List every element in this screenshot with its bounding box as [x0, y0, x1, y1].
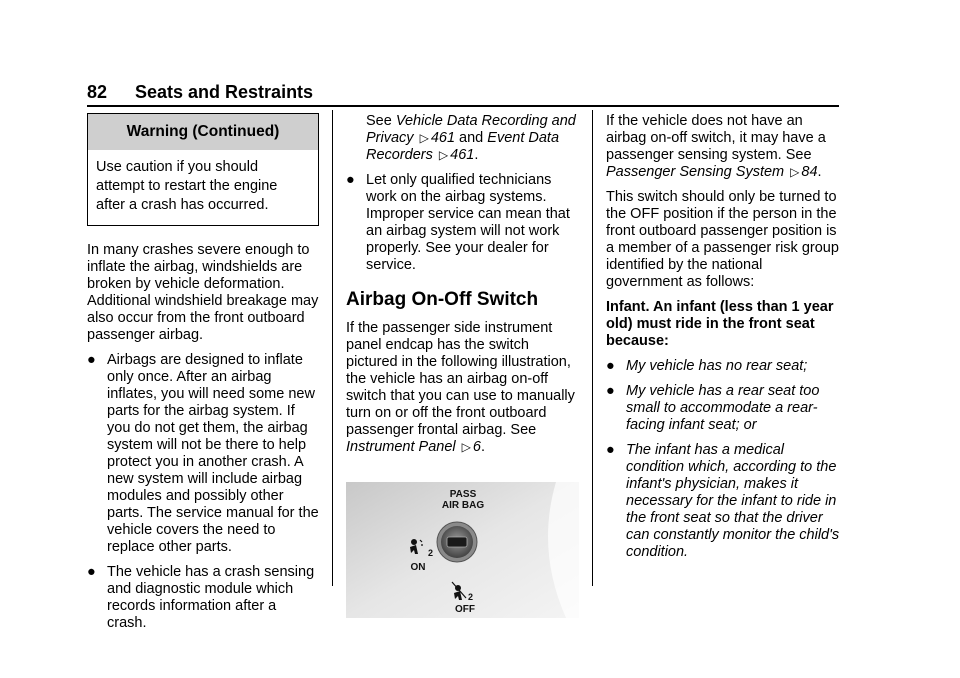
page-ref-461: 461 — [450, 147, 475, 163]
list-item: ● Let only qualified technicians work on the airbag systems. Improper service can mean that an airbag system will not work properly. See your dealer for service. — [346, 172, 570, 273]
page-reference-arrow-icon: ▷ — [438, 148, 449, 162]
column-divider-1 — [332, 110, 333, 586]
list-item: ● The infant has a medical condition which, according to the infant's physician, makes it necessary for the infant to ride in the front seat so that the driver can constantly monitor the child's condition. — [606, 442, 840, 560]
warning-title: Warning (Continued) — [88, 114, 318, 150]
list-item: ● The vehicle has a crash sensing and diagnostic module which records information after a crash. — [87, 564, 315, 631]
column-divider-2 — [592, 110, 593, 586]
svg-text:2: 2 — [468, 592, 474, 602]
link-instrument-panel[interactable]: Instrument Panel — [346, 439, 456, 455]
page-reference-arrow-icon: ▷ — [461, 440, 471, 454]
col1-bullet-list — [87, 352, 319, 632]
warning-box — [87, 113, 319, 226]
list-item: ● Airbags are designed to inflate only once. After an airbag inflates, you will need some new parts for the airbag system. If you do not get them, the airbag system will not be there to help protect you in another crash. A new system will include airbag modules and possibly other parts. The service manual for the vehicle covers the need to replace other parts. — [87, 352, 319, 555]
svg-text:2: 2 — [428, 548, 434, 558]
infant-heading: Infant. An infant (less than 1 year old) must ride in the front seat because: — [606, 299, 834, 349]
column-1 — [87, 113, 319, 640]
col3-bullet-list — [606, 358, 840, 561]
bullet-icon: ● — [346, 172, 355, 188]
bullet-icon: ● — [87, 352, 96, 368]
key-slot — [447, 537, 467, 547]
switch-paragraph: If the passenger side instrument panel endcap has the switch pictured in the following illustration, the vehicle has an airbag on-off switch that you can use to manually turn on or off the front outboard passenger frontal airbag. See Instrument Panel ▷ 6. — [346, 320, 575, 455]
section-title: Seats and Restraints — [135, 82, 314, 102]
warning-text: Use caution if you should attempt to restart the engine after a crash has occurred. — [96, 159, 278, 213]
page-reference-arrow-icon: ▷ — [790, 165, 800, 179]
illus-label-pass: PASS — [449, 489, 477, 500]
illus-label-off: OFF — [455, 604, 475, 615]
bullet-icon: ● — [606, 383, 615, 399]
link-event-data-recorders[interactable]: Event Data Recorders — [366, 130, 560, 163]
list-item: ● My vehicle has no rear seat; — [606, 358, 808, 374]
header-rule — [87, 105, 839, 107]
col2-bullet-list — [346, 172, 580, 274]
page-ref-6: 6 — [472, 439, 481, 455]
airbag-switch-illustration — [346, 482, 579, 618]
link-vehicle-data-recording[interactable]: Vehicle Data Recording and Privacy — [366, 113, 576, 146]
page-reference-arrow-icon: ▷ — [419, 131, 429, 145]
page-ref-461: 461 — [430, 130, 456, 146]
off-position-paragraph: This switch should only be turned to the OFF position if the person in the front outboard passenger position is a member of a passenger risk group identified by the national government as follows: — [606, 189, 839, 290]
section-heading: Airbag On-Off Switch — [346, 289, 539, 310]
page-ref-84: 84 — [801, 164, 818, 180]
page-number: 82 — [87, 82, 108, 102]
passenger-sensing-paragraph: If the vehicle does not have an airbag on-off switch, it may have a passenger sensing system. See Passenger Sensing System ▷ 84. — [606, 113, 826, 180]
link-passenger-sensing-system[interactable]: Passenger Sensing System — [606, 164, 785, 180]
list-item: ● My vehicle has a rear seat too small to accommodate a rear-facing infant seat; or — [606, 383, 820, 433]
column-3 — [606, 113, 840, 569]
continued-reference: See Vehicle Data Recording and Privacy ▷ 461 and Event Data Recorders ▷ 461. — [366, 113, 576, 163]
bullet-icon: ● — [606, 442, 615, 458]
intro-paragraph: In many crashes severe enough to inflate the airbag, windshields are broken by vehicle deformation. Additional windshield breakage may also occur from the front outboard passenger airbag. — [87, 242, 319, 343]
page-header — [87, 82, 313, 103]
column-2 — [346, 113, 580, 623]
illus-label-on: ON — [410, 562, 426, 573]
bullet-icon: ● — [606, 358, 615, 374]
bullet-icon: ● — [87, 564, 96, 580]
illus-label-airbag: AIR BAG — [441, 500, 485, 511]
